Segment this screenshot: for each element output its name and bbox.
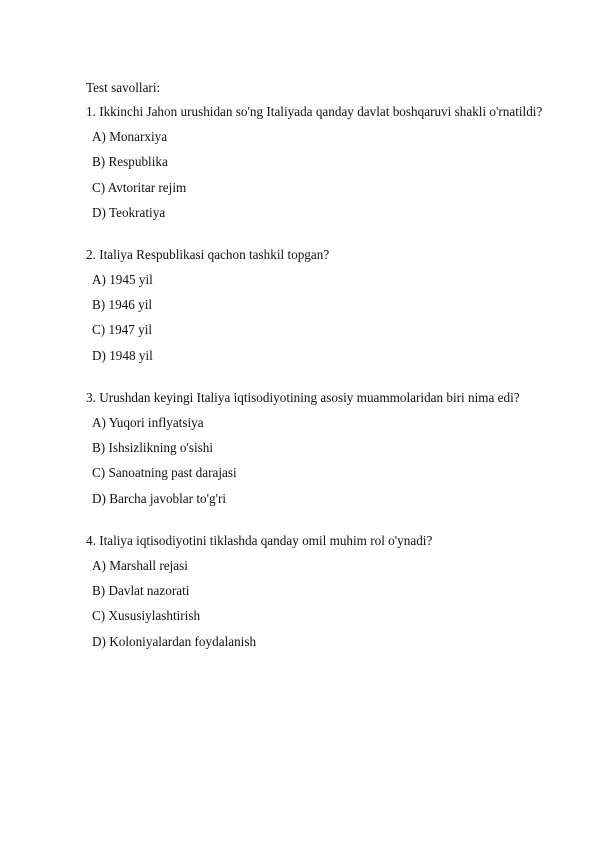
- answer-option: D) Teokratiya: [92, 204, 166, 220]
- question-1: [86, 104, 556, 221]
- answer-option: A) 1945 yil: [92, 271, 153, 287]
- question-text: 1. Ikkinchi Jahon urushidan so'ng Italiyada qanday davlat boshqaruvi shakli o'rnatildi?: [86, 104, 543, 119]
- answer-option: C) Xususiylashtirish: [92, 608, 201, 624]
- answer-option: D) Barcha javoblar to'g'ri: [92, 490, 227, 506]
- question-2: [86, 247, 556, 364]
- answer-option: C) Sanoatning past darajasi: [92, 465, 237, 481]
- answer-option: D) 1948 yil: [92, 347, 153, 363]
- question-text: 3. Urushdan keyingi Italiya iqtisodiyotining asosiy muammolaridan biri nima edi?: [86, 389, 520, 405]
- test-heading: Test savollari:: [86, 80, 161, 95]
- answer-option: B) 1946 yil: [92, 297, 153, 313]
- question-text: 4. Italiya iqtisodiyotini tiklashda qanday omil muhim rol o'ynadi?: [86, 532, 433, 548]
- answer-option: C) 1947 yil: [92, 322, 153, 338]
- answer-option: B) Respublika: [92, 154, 168, 170]
- answer-option: D) Koloniyalardan foydalanish: [92, 633, 257, 649]
- question-4: [86, 533, 556, 650]
- answer-option: C) Avtoritar rejim: [92, 179, 187, 195]
- answer-options: [86, 272, 556, 364]
- answer-option: A) Yuqori inflyatsiya: [92, 414, 204, 430]
- answer-option: A) Monarxiya: [92, 129, 168, 144]
- answer-option: B) Ishsizlikning o'sishi: [92, 440, 214, 456]
- answer-option: B) Davlat nazorati: [92, 582, 190, 598]
- answer-options: [86, 129, 556, 221]
- question-text: 2. Italiya Respublikasi qachon tashkil topgan?: [86, 246, 330, 262]
- answer-options: [86, 558, 556, 650]
- document-content: [86, 80, 556, 676]
- question-3: [86, 390, 556, 507]
- answer-option: A) Marshall rejasi: [92, 557, 188, 573]
- answer-options: [86, 415, 556, 507]
